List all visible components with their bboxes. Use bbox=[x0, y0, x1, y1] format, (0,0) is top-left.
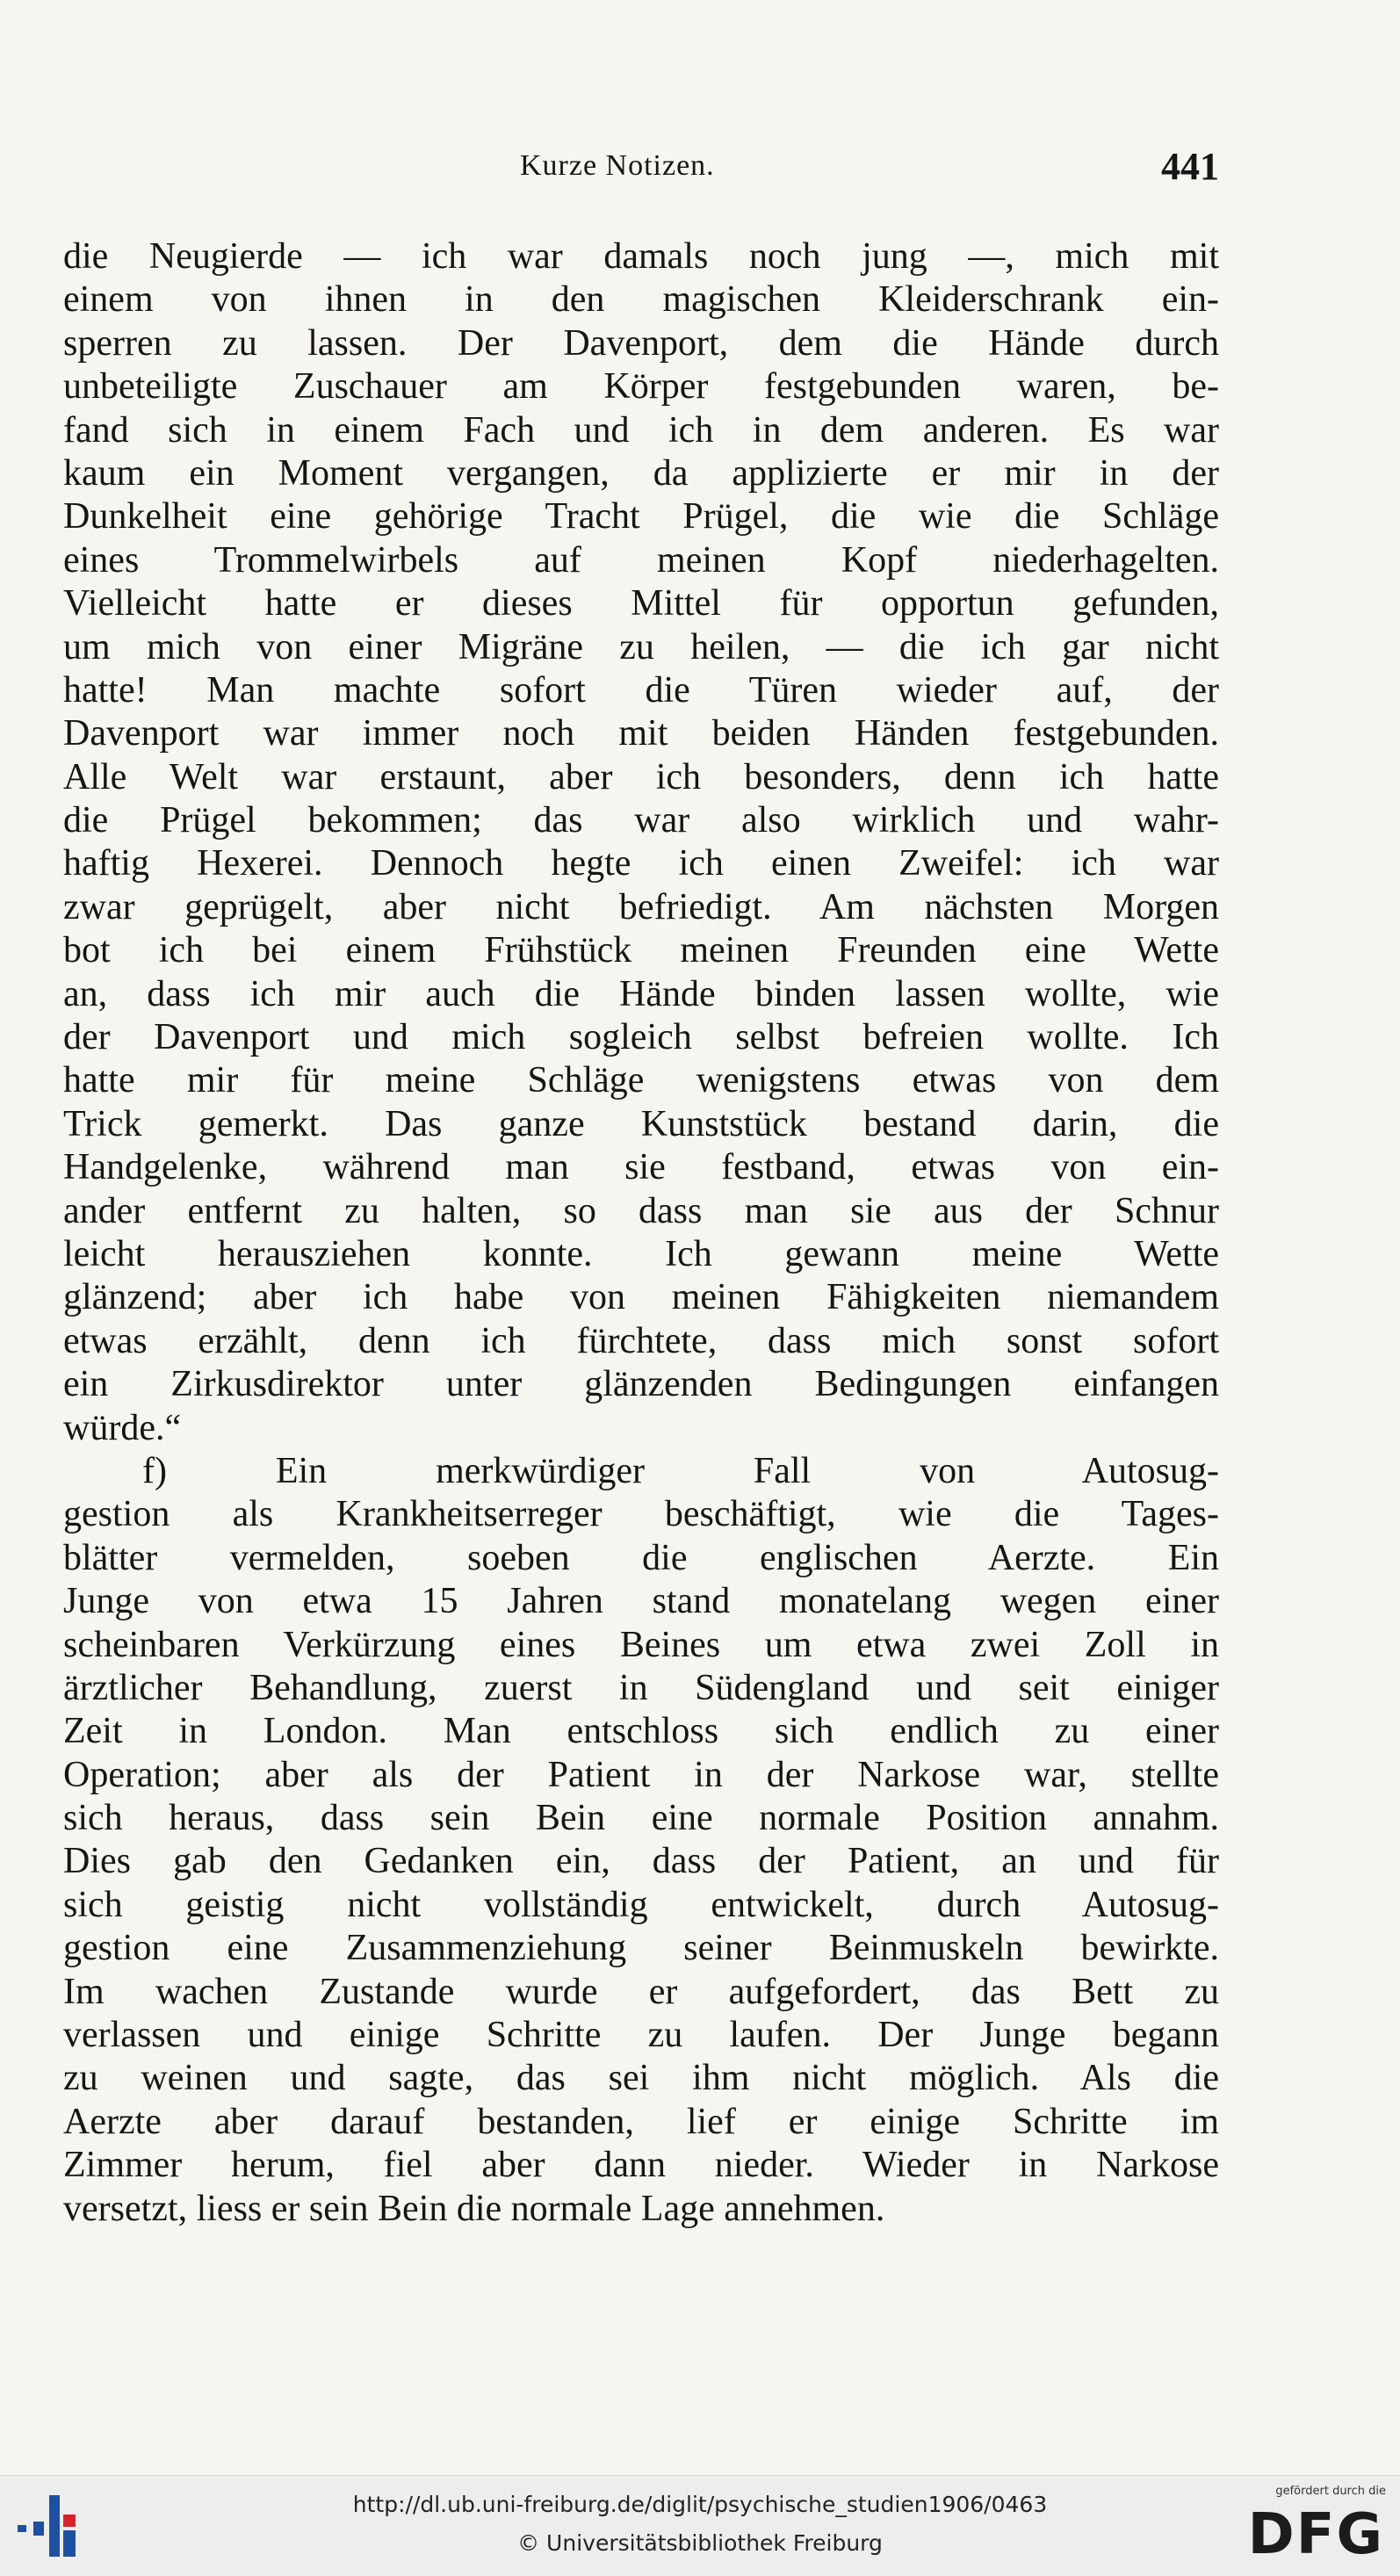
text-line: zu weinen und sagte, das sei ihm nicht möglich. Als die bbox=[63, 2058, 1219, 2099]
text-line: Davenport war immer noch mit beiden Händen festgebunden. bbox=[63, 713, 1219, 754]
text-line: blätter vermelden, soeben die englischen Aerzte. Ein bbox=[63, 1537, 1219, 1578]
dfg-caption: gefördert durch die bbox=[1275, 2485, 1386, 2498]
text-line: bot ich bei einem Frühstück meinen Freunden eine Wette bbox=[63, 930, 1219, 971]
text-line: Junge von etwa 15 Jahren stand monatelang wegen einer bbox=[63, 1581, 1219, 1622]
body-text bbox=[63, 235, 1219, 2231]
text-line: ein Zirkusdirektor unter glänzenden Bedingungen einfangen bbox=[63, 1364, 1219, 1405]
text-line: unbeteiligte Zuschauer am Körper festgebunden waren, be- bbox=[63, 366, 1219, 408]
text-line: Dunkelheit eine gehörige Tracht Prügel, die wie die Schläge bbox=[63, 496, 1219, 538]
footer-bar bbox=[0, 2475, 1400, 2576]
text-line: Handgelenke, während man sie festband, etwas von ein- bbox=[63, 1147, 1219, 1188]
text-line: der Davenport und mich sogleich selbst befreien wollte. Ich bbox=[63, 1017, 1219, 1058]
text-line: Aerzte aber darauf bestanden, lief er einige Schritte im bbox=[63, 2101, 1219, 2142]
text-line: an, dass ich mir auch die Hände binden lassen wollte, wie bbox=[63, 973, 1219, 1014]
text-line: Vielleicht hatte er dieses Mittel für opportun gefunden, bbox=[63, 583, 1219, 624]
text-line: verlassen und einige Schritte zu laufen. Der Junge begann bbox=[63, 2015, 1219, 2056]
dfg-logo-text: DFG bbox=[1247, 2502, 1384, 2567]
text-line: eines Trommelwirbels auf meinen Kopf niederhagelten. bbox=[63, 539, 1219, 581]
text-line: Operation; aber als der Patient in der Narkose war, stellte bbox=[63, 1754, 1219, 1795]
text-line: f) Ein merkwürdiger Fall von Autosug- bbox=[142, 1450, 1219, 1491]
text-line: Trick gemerkt. Das ganze Kunststück bestand darin, die bbox=[63, 1103, 1219, 1144]
running-head-title: Kurze Notizen. bbox=[520, 149, 715, 182]
text-line: Dies gab den Gedanken ein, dass der Patient, an und für bbox=[63, 1841, 1219, 1882]
text-line: Alle Welt war erstaunt, aber ich besonders, denn ich hatte bbox=[63, 756, 1219, 797]
text-line: einem von ihnen in den magischen Kleiderschrank ein- bbox=[63, 279, 1219, 321]
footer-copyright: © Universitätsbibliothek Freiburg bbox=[517, 2530, 883, 2556]
text-line: sperren zu lassen. Der Davenport, dem die Hände durch bbox=[63, 322, 1219, 364]
text-line: haftig Hexerei. Dennoch hegte ich einen Zweifel: ich war bbox=[63, 843, 1219, 884]
text-line: glänzend; aber ich habe von meinen Fähigkeiten niemandem bbox=[63, 1277, 1219, 1318]
text-line: Zimmer herum, fiel aber dann nieder. Wieder in Narkose bbox=[63, 2145, 1219, 2186]
text-line: zwar geprügelt, aber nicht befriedigt. Am nächsten Morgen bbox=[63, 886, 1219, 927]
dfg-logo bbox=[1240, 2485, 1391, 2569]
text-line: hatte mir für meine Schläge wenigstens etwas von dem bbox=[63, 1060, 1219, 1101]
footer-url-link[interactable]: http://dl.ub.uni-freiburg.de/diglit/psychische_studien1906/0463 bbox=[352, 2492, 1048, 2517]
text-line: leicht herausziehen konnte. Ich gewann meine Wette bbox=[63, 1233, 1219, 1274]
text-line: kaum ein Moment vergangen, da applizierte er mir in der bbox=[63, 452, 1219, 494]
running-head bbox=[63, 145, 1219, 202]
text-line: die Neugierde — ich war damals noch jung —, mich mit bbox=[63, 236, 1219, 277]
text-line: würde.“ bbox=[63, 1407, 182, 1448]
text-line: ander entfernt zu halten, so dass man sie aus der Schnur bbox=[63, 1190, 1219, 1231]
text-line: sich geistig nicht vollständig entwickelt, durch Autosug- bbox=[63, 1884, 1219, 1925]
text-line: hatte! Man machte sofort die Türen wieder auf, der bbox=[63, 669, 1219, 711]
text-line: etwas erzählt, denn ich fürchtete, dass mich sonst sofort bbox=[63, 1320, 1219, 1361]
text-line: die Prügel bekommen; das war also wirklich und wahr- bbox=[63, 800, 1219, 841]
text-line: versetzt, liess er sein Bein die normale Lage annehmen. bbox=[63, 2188, 885, 2229]
text-line: sich heraus, dass sein Bein eine normale Position annahm. bbox=[63, 1798, 1219, 1839]
text-line: gestion als Krankheitserreger beschäftigt, wie die Tages- bbox=[63, 1494, 1219, 1535]
text-line: ärztlicher Behandlung, zuerst in Südengland und seit einiger bbox=[63, 1667, 1219, 1708]
text-line: um mich von einer Migräne zu heilen, — die ich gar nicht bbox=[63, 626, 1219, 667]
text-line: scheinbaren Verkürzung eines Beines um etwa zwei Zoll in bbox=[63, 1624, 1219, 1665]
text-line: Zeit in London. Man entschloss sich endlich zu einer bbox=[63, 1711, 1219, 1752]
text-line: fand sich in einem Fach und ich in dem anderen. Es war bbox=[63, 409, 1219, 451]
text-line: gestion eine Zusammenziehung seiner Beinmuskeln bewirkte. bbox=[63, 1928, 1219, 1969]
text-line: Im wachen Zustande wurde er aufgefordert, das Bett zu bbox=[63, 1971, 1219, 2012]
page-number: 441 bbox=[1161, 145, 1219, 188]
